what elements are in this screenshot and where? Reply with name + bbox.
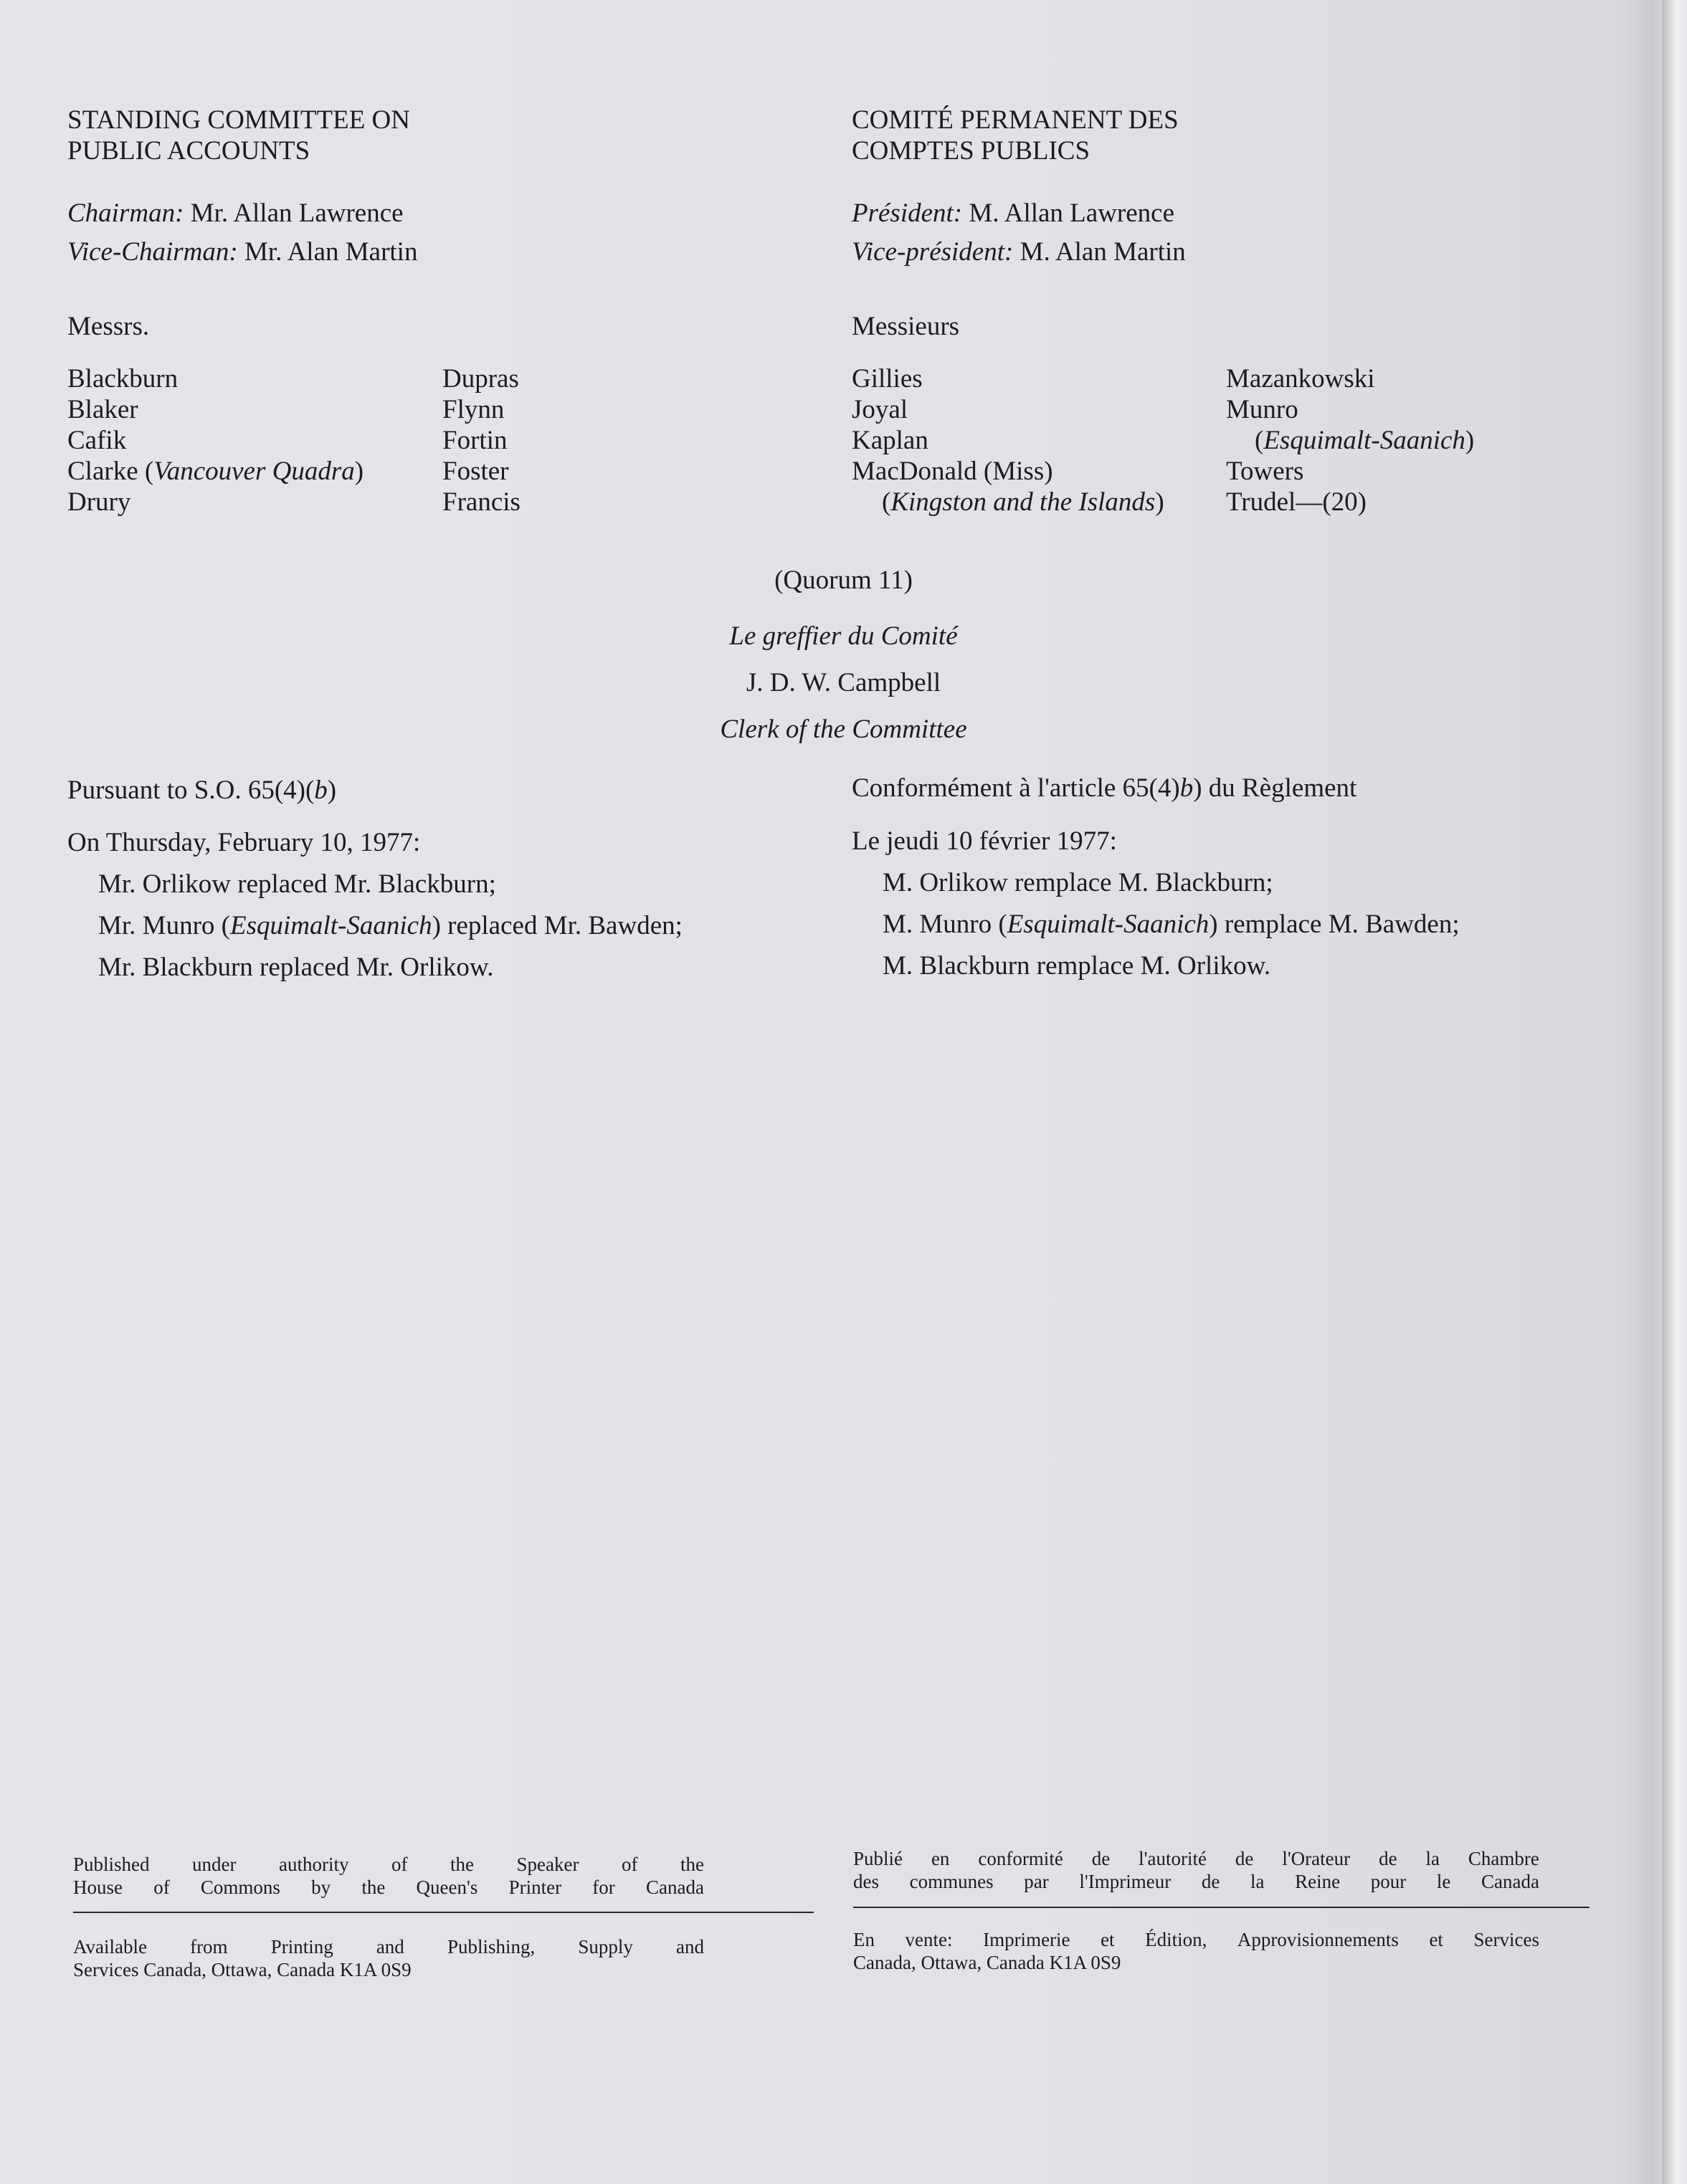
word: l'Imprimeur xyxy=(1079,1871,1172,1892)
word: communes xyxy=(909,1871,994,1892)
english-committee-title xyxy=(67,105,410,166)
en-vente-line-1 xyxy=(853,1928,1539,1951)
word: of xyxy=(391,1854,408,1875)
word: of xyxy=(153,1877,170,1898)
english-title-line-1: STANDING COMMITTEE ON xyxy=(67,105,411,135)
word: de xyxy=(1201,1871,1220,1892)
remplacement-1: M. Orlikow remplace M. Blackburn; xyxy=(883,868,1273,897)
member-name: Francis xyxy=(442,487,521,517)
word: Canada xyxy=(645,1877,704,1898)
word: Available xyxy=(73,1936,147,1958)
word: the xyxy=(361,1877,386,1898)
member-name: Kaplan xyxy=(852,426,928,455)
le-jeudi: Le jeudi 10 février 1977: xyxy=(852,826,1117,856)
member-name: Dupras xyxy=(442,364,519,394)
word: and xyxy=(676,1936,704,1958)
clerk-name: J. D. W. Campbell xyxy=(746,668,941,697)
word: of xyxy=(621,1854,638,1875)
available-line-1 xyxy=(73,1935,704,1958)
word: Chambre xyxy=(1468,1848,1539,1869)
remplacement-2-b: ) remplace M. Bawden; xyxy=(1209,910,1460,939)
member-name: MacDonald (Miss) xyxy=(852,457,1053,486)
word: the xyxy=(680,1854,704,1875)
word: Imprimerie xyxy=(983,1929,1070,1950)
member-name: Flynn xyxy=(442,395,505,424)
member-name: Mazankowski xyxy=(1226,364,1375,394)
conformement-text: Conformément à l'article 65(4) xyxy=(852,773,1180,803)
publie-line-2 xyxy=(853,1870,1539,1893)
word: by xyxy=(311,1877,331,1898)
macdonald-riding-close: ) xyxy=(1155,487,1164,517)
vice-president-name: M. Alan Martin xyxy=(1013,237,1186,267)
president-line xyxy=(852,198,1186,229)
greffier-title: Le greffier du Comité xyxy=(729,621,958,651)
remplacement-3: M. Blackburn remplace M. Orlikow. xyxy=(883,951,1271,981)
word: vente: xyxy=(905,1929,953,1950)
replacement-2-a: Mr. Munro ( xyxy=(98,911,230,940)
munro-riding-name: Esquimalt-Saanich xyxy=(1263,426,1465,455)
word: Supply xyxy=(578,1936,633,1958)
french-title-line-2: COMPTES PUBLICS xyxy=(852,136,1090,166)
french-committee-title xyxy=(852,105,1179,166)
word: under xyxy=(192,1854,237,1875)
english-replacements xyxy=(67,827,683,983)
english-availability-note xyxy=(73,1935,704,1981)
french-members-col1 xyxy=(852,363,1164,518)
word: en xyxy=(931,1848,950,1869)
word: de xyxy=(1091,1848,1111,1869)
word: Reine xyxy=(1295,1871,1341,1892)
word: from xyxy=(190,1936,228,1958)
word: Speaker xyxy=(516,1854,579,1875)
french-replacements xyxy=(852,826,1460,981)
vice-president-label: Vice-président: xyxy=(852,237,1014,267)
pursuant-b: b xyxy=(314,776,328,805)
replacement-2 xyxy=(67,910,683,941)
french-publisher-note xyxy=(853,1847,1539,1893)
available-line-2: Services Canada, Ottawa, Canada K1A 0S9 xyxy=(73,1959,412,1980)
french-availability-note xyxy=(853,1928,1539,1974)
english-members-col1 xyxy=(67,363,363,518)
replacement-3: Mr. Blackburn replaced Mr. Orlikow. xyxy=(98,953,494,982)
word: la xyxy=(1250,1871,1265,1892)
munro-riding xyxy=(1226,425,1474,456)
word: House xyxy=(73,1877,123,1898)
french-chair-block xyxy=(852,198,1186,267)
published-line-2 xyxy=(73,1876,704,1899)
word: de xyxy=(1235,1848,1254,1869)
word: l'autorité xyxy=(1139,1848,1207,1869)
pursuant-text: Pursuant to S.O. 65(4)( xyxy=(67,776,315,805)
word: Publié xyxy=(853,1848,903,1869)
chairman-label: Chairman: xyxy=(67,199,184,228)
word: Commons xyxy=(200,1877,280,1898)
word: et xyxy=(1101,1929,1115,1950)
word: l'Orateur xyxy=(1282,1848,1351,1869)
vice-chairman-name: Mr. Alan Martin xyxy=(237,237,418,267)
replacement-2-riding: Esquimalt-Saanich xyxy=(229,911,432,940)
word: authority xyxy=(279,1854,349,1875)
member-name: Fortin xyxy=(442,426,508,455)
word: pour xyxy=(1370,1871,1407,1892)
quorum-clerk-block xyxy=(0,565,1687,745)
macdonald-riding xyxy=(852,487,1164,518)
remplacement-2 xyxy=(852,909,1460,940)
member-name: Munro xyxy=(1226,395,1298,424)
pursuant-close: ) xyxy=(327,776,337,805)
word: Approvisionnements xyxy=(1237,1929,1399,1950)
on-date: On Thursday, February 10, 1977: xyxy=(67,828,421,857)
member-name: Gillies xyxy=(852,364,923,394)
vice-president-line xyxy=(852,237,1186,267)
word: par xyxy=(1024,1871,1049,1892)
replacement-1: Mr. Orlikow replaced Mr. Blackburn; xyxy=(98,869,496,899)
word: des xyxy=(853,1871,879,1892)
word: and xyxy=(376,1936,404,1958)
member-name-clarke xyxy=(67,456,363,487)
word: Canada xyxy=(1481,1871,1539,1892)
member-name: Towers xyxy=(1226,457,1304,486)
member-name: Blaker xyxy=(67,395,138,424)
chairman-name: Mr. Allan Lawrence xyxy=(184,199,404,228)
word: et xyxy=(1429,1929,1443,1950)
vice-chairman-line xyxy=(67,237,417,267)
member-name: Drury xyxy=(67,487,131,517)
english-chair-block xyxy=(67,198,417,267)
word: the xyxy=(450,1854,474,1875)
member-name: Cafik xyxy=(67,426,127,455)
member-name: Joyal xyxy=(852,395,908,424)
member-name: Blackburn xyxy=(67,364,179,394)
remplacement-2-a: M. Munro ( xyxy=(883,910,1007,939)
french-footer-divider xyxy=(853,1907,1589,1908)
word: Publishing, xyxy=(447,1936,536,1958)
published-line-1 xyxy=(73,1853,704,1876)
replacement-2-b: ) replaced Mr. Bawden; xyxy=(432,911,683,940)
word: Queen's xyxy=(416,1877,478,1898)
conformement-line xyxy=(852,773,1356,803)
conformement-close: ) du Règlement xyxy=(1193,773,1357,803)
vice-chairman-label: Vice-Chairman: xyxy=(67,237,238,267)
member-name: Foster xyxy=(442,457,509,486)
word: Printing xyxy=(270,1936,333,1958)
munro-riding-close: ) xyxy=(1465,426,1475,455)
publie-line-1 xyxy=(853,1847,1539,1870)
remplacement-2-riding: Esquimalt-Saanich xyxy=(1007,910,1210,939)
macdonald-riding-name: Kingston and the Islands xyxy=(890,487,1156,517)
word: Édition, xyxy=(1145,1929,1207,1950)
clarke-riding: Vancouver Quadra xyxy=(153,457,355,486)
clarke-name: Clarke ( xyxy=(67,457,154,486)
conformement-b: b xyxy=(1179,773,1194,803)
word: le xyxy=(1436,1871,1451,1892)
english-publisher-note xyxy=(73,1853,704,1899)
word: Published xyxy=(73,1854,150,1875)
word: Services xyxy=(1473,1929,1539,1950)
english-footer-divider xyxy=(73,1912,814,1913)
macdonald-riding-open: ( xyxy=(882,487,891,517)
word: la xyxy=(1425,1848,1440,1869)
page-edge xyxy=(1662,0,1687,2184)
english-members-col2 xyxy=(442,363,521,518)
english-title-line-2: PUBLIC ACCOUNTS xyxy=(67,136,310,166)
pursuant-line xyxy=(67,775,336,806)
word: En xyxy=(853,1929,875,1950)
french-members-heading: Messieurs xyxy=(852,312,960,341)
member-name: Trudel—(20) xyxy=(1226,487,1367,517)
quorum: (Quorum 11) xyxy=(774,566,913,595)
word: de xyxy=(1379,1848,1397,1869)
president-name: M. Allan Lawrence xyxy=(962,199,1175,228)
en-vente-line-2: Canada, Ottawa, Canada K1A 0S9 xyxy=(853,1952,1121,1973)
french-members-col2 xyxy=(1226,363,1474,518)
word: for xyxy=(592,1877,615,1898)
president-label: Président: xyxy=(852,199,963,228)
clerk-title: Clerk of the Committee xyxy=(720,715,967,744)
munro-riding-open: ( xyxy=(1255,426,1264,455)
english-members-heading: Messrs. xyxy=(67,312,150,341)
french-title-line-1: COMITÉ PERMANENT DES xyxy=(852,105,1179,135)
chairman-line xyxy=(67,198,417,229)
clarke-close: ) xyxy=(354,457,364,486)
word: conformité xyxy=(978,1848,1063,1869)
word: Printer xyxy=(508,1877,562,1898)
